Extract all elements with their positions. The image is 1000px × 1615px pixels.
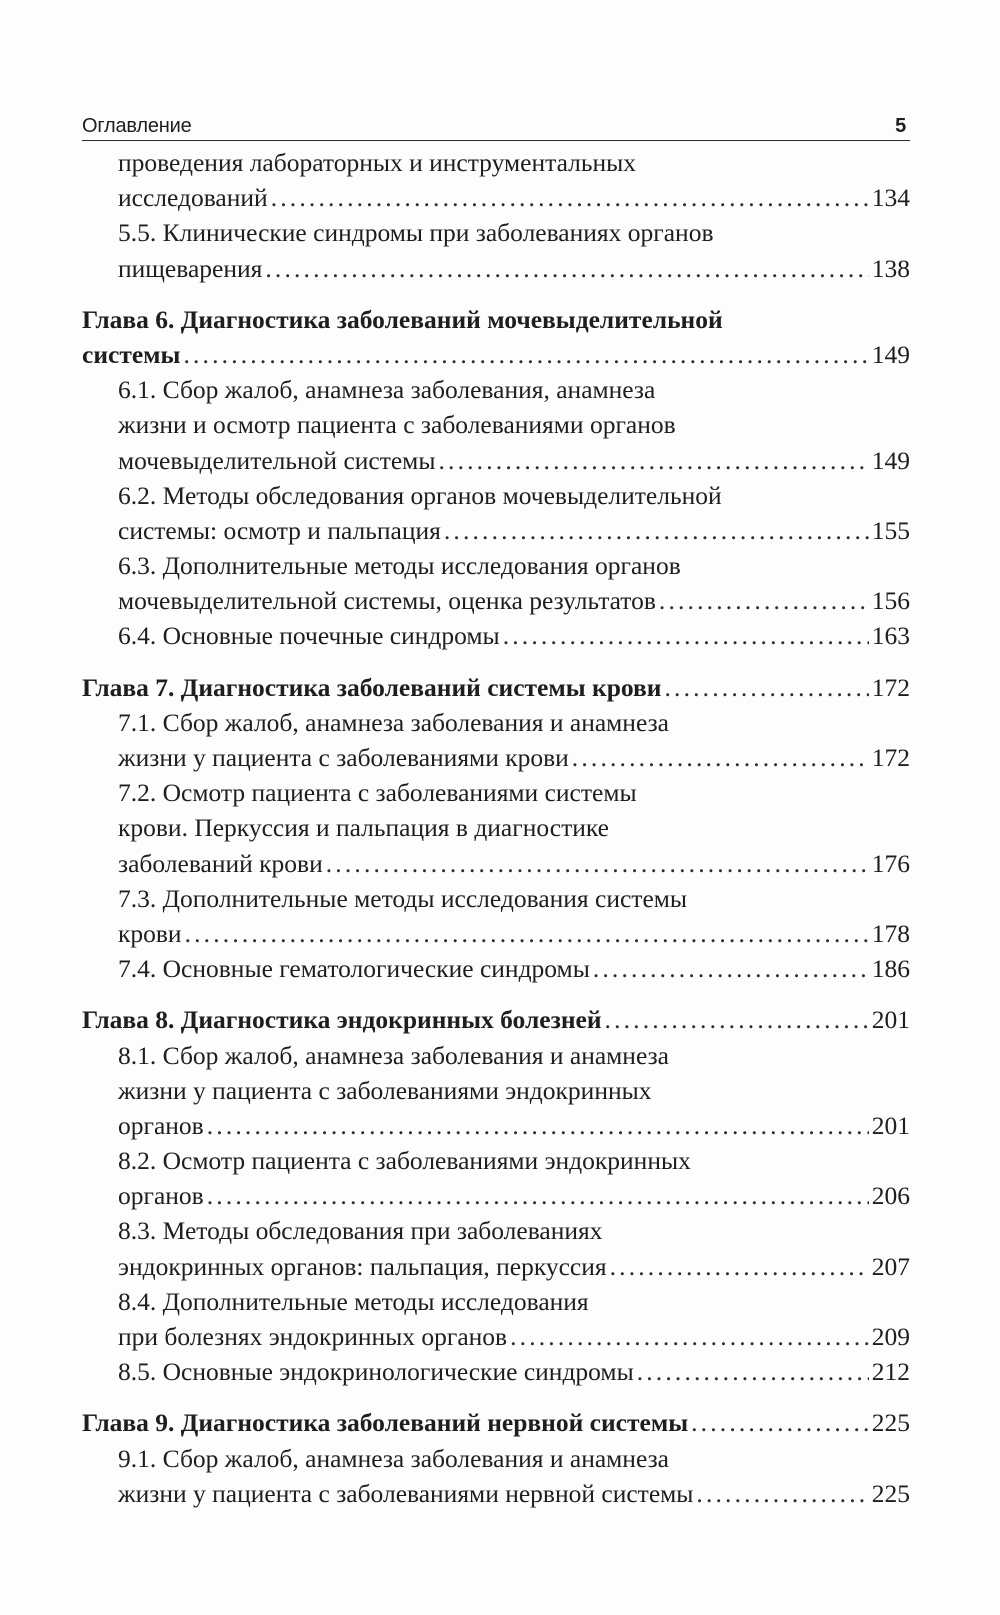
leader-dots xyxy=(691,1405,869,1440)
toc-page-ref: 149 xyxy=(871,339,910,369)
running-head xyxy=(82,108,910,141)
leader-dots xyxy=(207,1108,869,1143)
toc-page-ref: 134 xyxy=(871,183,910,213)
toc-line: 6.2. Методы обследования органов мочевыделительной xyxy=(118,480,722,510)
toc-page-ref: 176 xyxy=(871,848,910,878)
toc-entry[interactable]: при болезнях эндокринных органов . . . 209 xyxy=(82,1319,910,1354)
toc-page-ref: 172 xyxy=(871,743,910,772)
toc-page-ref: 209 xyxy=(871,1322,910,1351)
chapter-gap xyxy=(82,654,910,670)
table-of-contents xyxy=(82,145,910,1511)
leader-dots xyxy=(605,1002,869,1037)
leader-dots xyxy=(593,951,869,986)
leader-dots xyxy=(659,583,869,618)
leader-dots xyxy=(271,180,869,215)
toc-line: 6.3. Дополнительные методы исследования органов xyxy=(118,551,681,581)
leader-dots xyxy=(510,1319,869,1354)
toc-page-ref: 163 xyxy=(871,621,910,651)
chapter-gap xyxy=(82,986,910,1002)
toc-entry[interactable]: системы: осмотр и пальпация . . . 155 xyxy=(82,513,910,548)
leader-dots xyxy=(185,916,869,951)
leader-dots xyxy=(183,337,868,372)
toc-page-ref: 207 xyxy=(871,1251,910,1281)
toc-page-ref: 138 xyxy=(871,253,910,283)
toc-page-ref: 178 xyxy=(871,918,910,948)
chapter-gap xyxy=(82,1389,910,1405)
chapter-entry[interactable]: Глава 9. Диагностика заболеваний нервной системы . . . 225 xyxy=(82,1405,910,1440)
toc-entry[interactable]: крови . . . 178 xyxy=(82,916,910,951)
leader-dots xyxy=(664,670,868,705)
toc-page-ref: 155 xyxy=(871,515,910,545)
toc-line: жизни у пациента с заболеваниями эндокринных xyxy=(118,1075,652,1105)
leader-dots xyxy=(265,251,868,286)
toc-entry[interactable]: жизни у пациента с заболеваниями нервной системы . . . 225 xyxy=(82,1476,910,1511)
toc-line: 6.1. Сбор жалоб, анамнеза заболевания, анамнеза xyxy=(118,375,656,405)
toc-line: 8.4. Дополнительные методы исследования xyxy=(118,1286,589,1316)
toc-entry[interactable]: мочевыделительной системы . . . 149 xyxy=(82,443,910,478)
chapter-entry[interactable]: Глава 8. Диагностика эндокринных болезней . . . 201 xyxy=(82,1002,910,1037)
toc-line: 7.1. Сбор жалоб, анамнеза заболевания и анамнеза xyxy=(118,707,669,737)
toc-page-ref: 201 xyxy=(871,1005,910,1035)
toc-entry[interactable]: 7.4. Основные гематологические синдромы . . . 186 xyxy=(82,951,910,986)
leader-dots xyxy=(696,1476,868,1511)
leader-dots xyxy=(610,1249,869,1284)
chapter-gap xyxy=(82,286,910,302)
leader-dots xyxy=(207,1178,869,1213)
toc-page-ref: 225 xyxy=(871,1478,910,1508)
toc-line: 8.3. Методы обследования при заболеваниях xyxy=(118,1216,603,1246)
toc-entry[interactable]: пищеварения . . . 138 xyxy=(82,251,910,286)
leader-dots xyxy=(326,846,869,881)
leader-dots xyxy=(438,443,868,478)
toc-page-ref: 172 xyxy=(871,672,910,702)
toc-line: крови. Перкуссия и пальпация в диагностике xyxy=(118,813,609,843)
toc-entry[interactable]: 8.5. Основные эндокринологические синдромы . . . 212 xyxy=(82,1354,910,1389)
toc-entry[interactable]: исследований . . . 134 xyxy=(82,180,910,215)
toc-line: 9.1. Сбор жалоб, анамнеза заболевания и анамнеза xyxy=(118,1443,669,1473)
page-number: 5 xyxy=(895,115,906,137)
toc-line: 5.5. Клинические синдромы при заболеваниях органов xyxy=(118,218,714,248)
toc-page-ref: 206 xyxy=(871,1181,910,1211)
chapter-entry[interactable]: системы . . . 149 xyxy=(82,337,910,372)
leader-dots xyxy=(503,618,869,653)
leader-dots xyxy=(444,513,869,548)
toc-page-ref: 156 xyxy=(871,586,910,616)
toc-entry[interactable]: мочевыделительной системы, оценка результатов . . . 156 xyxy=(82,583,910,618)
toc-line: 7.3. Дополнительные методы исследования системы xyxy=(118,883,688,913)
section-title: Оглавление xyxy=(82,115,192,137)
toc-entry[interactable]: 6.4. Основные почечные синдромы . . . 163 xyxy=(82,618,910,653)
toc-page-ref: 186 xyxy=(871,954,910,984)
toc-page-ref: 201 xyxy=(871,1110,910,1140)
toc-entry[interactable]: эндокринных органов: пальпация, перкуссия . . . 207 xyxy=(82,1249,910,1284)
leader-dots xyxy=(572,740,869,775)
leader-dots xyxy=(637,1354,869,1389)
toc-line: 7.2. Осмотр пациента с заболеваниями системы xyxy=(118,778,637,808)
toc-entry[interactable]: органов . . . 206 xyxy=(82,1178,910,1213)
toc-page-ref: 225 xyxy=(871,1408,910,1438)
chapter-heading-line: Глава 6. Диагностика заболеваний мочевыделительной xyxy=(82,304,723,334)
toc-page-ref: 212 xyxy=(871,1357,910,1387)
toc-page-ref: 149 xyxy=(871,445,910,475)
toc-entry[interactable]: заболеваний крови . . . 176 xyxy=(82,846,910,881)
toc-line: жизни и осмотр пациента с заболеваниями органов xyxy=(118,410,676,440)
toc-entry[interactable]: органов . . . 201 xyxy=(82,1108,910,1143)
toc-line: 8.2. Осмотр пациента с заболеваниями эндокринных xyxy=(118,1146,691,1176)
toc-line: проведения лабораторных и инструментальных xyxy=(118,148,636,177)
chapter-entry[interactable]: Глава 7. Диагностика заболеваний системы крови . . . 172 xyxy=(82,670,910,705)
toc-line: 8.1. Сбор жалоб, анамнеза заболевания и анамнеза xyxy=(118,1040,669,1070)
toc-entry[interactable]: жизни у пациента с заболеваниями крови . . . 172 xyxy=(82,740,910,775)
toc-page xyxy=(82,108,910,1511)
